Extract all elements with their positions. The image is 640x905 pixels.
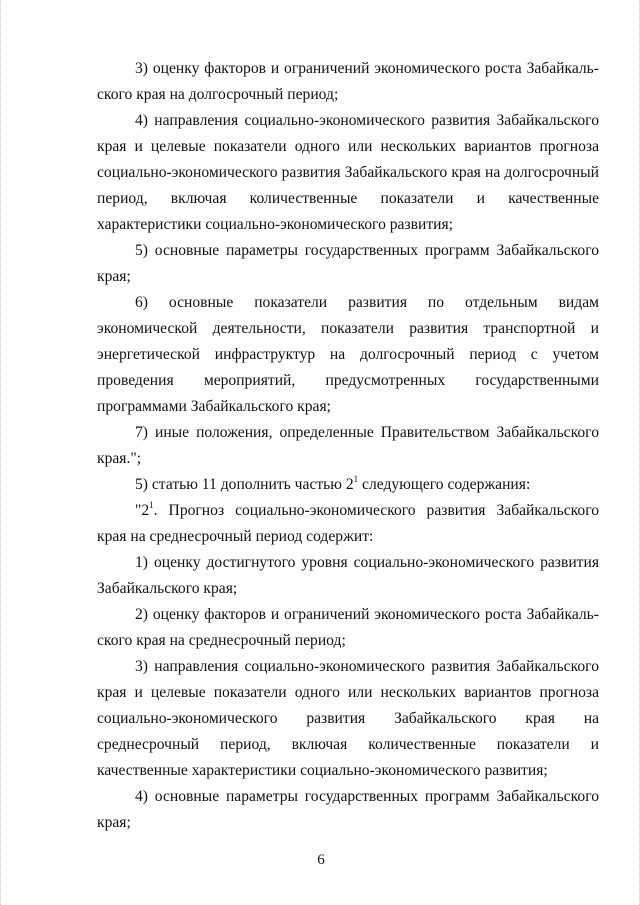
paragraph-item-6: 6) основные показатели развития по отдельным видам экономической деятельности, показатели развития транспортной и энергетической инфраструктур на долгосрочный период с учетом проведения мероприятий, предусмотренных государственными программами Забайкальского края; bbox=[97, 294, 599, 415]
amendment-paragraph bbox=[97, 472, 599, 498]
amendment-text-end: следующего содержания: bbox=[358, 476, 531, 493]
forecast-intro-superscript: 1 bbox=[149, 499, 154, 510]
midterm-item-2: 2) оценку факторов и ограничений экономического роста Забайкальского края на среднесрочный период; bbox=[97, 606, 599, 649]
document-body bbox=[97, 56, 599, 836]
forecast-intro-start: "2 bbox=[135, 502, 150, 519]
paragraph-item-7: 7) иные положения, определенные Правительством Забайкальского края."; bbox=[97, 424, 599, 467]
amendment-text-start: 5) статью 11 дополнить частью 2 bbox=[135, 476, 354, 493]
forecast-intro-end: . Прогноз социально-экономического развития Забайкальского края на среднесрочный период содержит: bbox=[97, 502, 599, 545]
paragraph-item-5: 5) основные параметры государственных программ Забайкальского края; bbox=[97, 242, 599, 285]
paragraph-item-3: 3) оценку факторов и ограничений экономического роста Забайкальского края на долгосрочный период; bbox=[97, 60, 599, 103]
forecast-intro-paragraph bbox=[97, 498, 599, 550]
midterm-item-1: 1) оценку достигнутого уровня социально-экономического развития Забайкальского края; bbox=[97, 554, 599, 597]
amendment-superscript: 1 bbox=[353, 473, 359, 484]
midterm-item-4: 4) основные параметры государственных программ Забайкальского края; bbox=[97, 788, 599, 831]
page-number: 6 bbox=[317, 852, 325, 868]
paragraph-item-4: 4) направления социально-экономического развития Забайкальского края и целевые показатели одного или нескольких вариантов прогноза социально-экономического развития Забайкальского края на долгосрочный период, включая количественные показатели и качественные характеристики социально-экономического развития; bbox=[97, 112, 599, 233]
midterm-item-3: 3) направления социально-экономического развития Забайкальского края и целевые показатели одного или нескольких вариантов прогноза социально-экономического развития Забайкальского края на среднесрочный период, включая количественные показатели и качественные характеристики социально-экономического развития; bbox=[97, 658, 599, 779]
